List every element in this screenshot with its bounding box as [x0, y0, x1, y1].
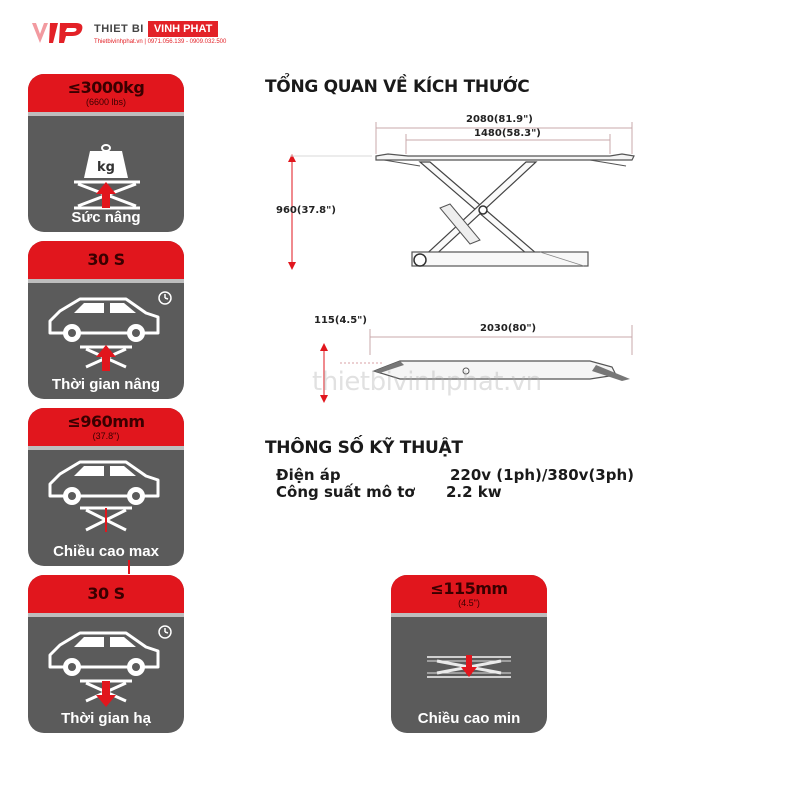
- min-height-icon: [391, 617, 547, 717]
- lower-time-card: [28, 575, 184, 733]
- card-headline: ≤115mm: [430, 578, 508, 598]
- card-headline: ≤960mm: [67, 411, 145, 431]
- card-label: Chiều cao min: [417, 710, 521, 727]
- card-subline: (6600 lbs): [85, 96, 127, 107]
- capacity-card: [28, 74, 184, 232]
- specs-title: THÔNG SỐ KỸ THUẬT: [265, 438, 463, 458]
- connector-line: [128, 560, 130, 574]
- brand-contact: Thietbivinhphat.vn | 0971.056.139 - 0909.032.500: [94, 39, 227, 45]
- kg-weight-lift-icon: [28, 116, 184, 216]
- car-max-height-icon: [28, 450, 184, 550]
- card-label: Thời gian hạ: [61, 710, 151, 727]
- card-label: Sức nâng: [71, 209, 141, 226]
- card-subline: (37.8"): [92, 430, 120, 441]
- min-height-label: 115(4.5"): [314, 315, 367, 326]
- brand-prefix: THIET BI: [94, 23, 144, 35]
- max-height-card: [28, 408, 184, 566]
- raised-lift-diagram: [280, 100, 640, 280]
- svg-text:kg: kg: [97, 160, 115, 175]
- spec-motor-value: 2.2 kw: [446, 483, 502, 501]
- min-height-card: [391, 575, 547, 733]
- max-height-label: 960(37.8"): [276, 205, 336, 216]
- spec-voltage-value: 220v (1ph)/380v(3ph): [450, 466, 635, 484]
- car-lift-up-timer-icon: [28, 283, 184, 383]
- vp-logo-icon: [30, 20, 88, 46]
- lowered-length-label: 2030(80"): [480, 323, 537, 334]
- spec-voltage-name: Điện áp: [276, 466, 341, 484]
- spec-motor-name: Công suất mô tơ: [276, 483, 415, 501]
- watermark-text: thietbivinhphat.vn: [312, 367, 542, 397]
- lift-time-card: [28, 241, 184, 399]
- card-headline: 30 S: [87, 584, 125, 603]
- card-subline: (4.5"): [458, 597, 480, 608]
- overview-title: TỔNG QUAN VỀ KÍCH THƯỚC: [265, 77, 530, 97]
- card-label: Thời gian nâng: [51, 376, 161, 393]
- overall-length-label: 2080(81.9"): [466, 114, 533, 125]
- brand-logo: [30, 18, 226, 48]
- inner-length-label: 1480(58.3"): [474, 128, 541, 139]
- car-lift-down-timer-icon: [28, 617, 184, 717]
- card-headline: ≤3000kg: [67, 77, 145, 97]
- card-headline: 30 S: [87, 250, 125, 269]
- card-label: Chiều cao max: [53, 543, 159, 560]
- brand-name: VINH PHAT: [148, 21, 218, 37]
